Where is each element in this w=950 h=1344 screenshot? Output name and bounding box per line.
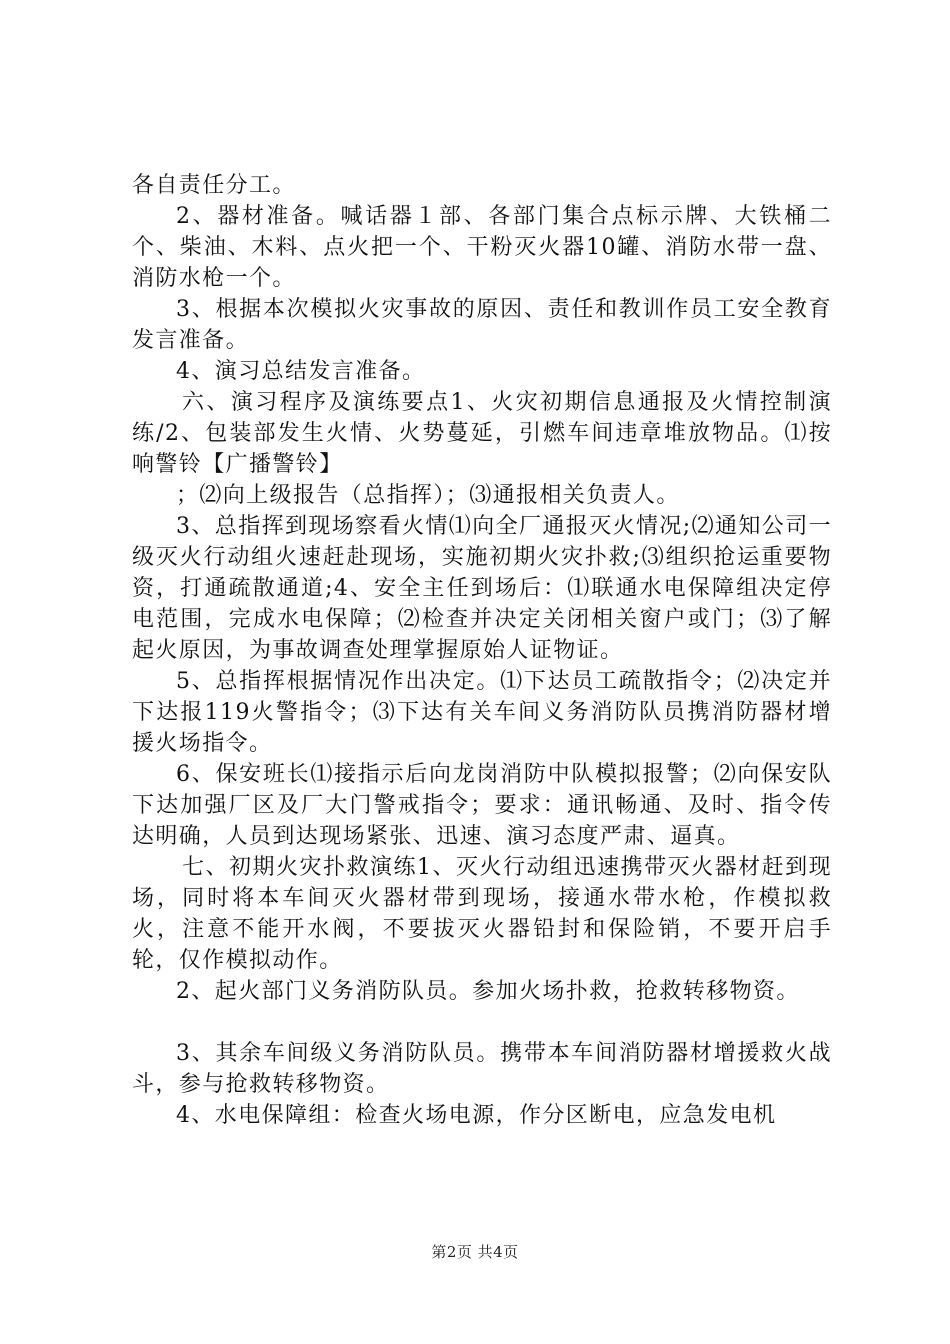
paragraph-security-captain: 6、保安班长⑴接指示后向龙岗消防中队模拟报警；⑵向保安队下达加强厂区及厂大门警戒指令；要求：通讯畅通、及时、指令传达明确，人员到达现场紧张、迅速、演习态度严肃、逼真。	[132, 762, 832, 849]
paragraph-other-volunteers: 3、其余车间级义务消防队员。携带本车间消防器材增援救火战斗，参与抢救转移物资。	[132, 1041, 832, 1097]
paragraph-section-seven: 七、初期火灾扑救演练1、灭火行动组迅速携带灭火器材赶到现场，同时将本车间灭火器材带到现场，接通水带水枪，作模拟救火，注意不能开水阀，不要拔灭火器铅封和保险销，不要开启手轮，仅作模拟动作。	[132, 855, 832, 973]
paragraph-safety-speech-prep: 3、根据本次模拟火灾事故的原因、责任和教训作员工安全教育发言准备。	[132, 297, 832, 353]
document-body	[132, 170, 832, 1131]
paragraph-commander-decision: 5、总指挥根据情况作出决定。⑴下达员工疏散指令；⑵决定并下达报119火警指令；⑶下达有关车间义务消防队员携消防器材增援火场指令。	[132, 669, 832, 756]
paragraph-commander-inspection: 3、总指挥到现场察看火情⑴向全厂通报灭火情况;⑵通知公司一级灭火行动组火速赶赴现场，实施初期火灾扑救;⑶组织抢运重要物资，打通疏散通道;4、安全主任到场后：⑴联通水电保障组决定停电范围，完成水电保障；⑵检查并决定关闭相关窗户或门；⑶了解起火原因，为事故调查处理掌握原始人证物证。	[132, 514, 833, 663]
paragraph-report-steps: ；⑵向上级报告（总指挥）；⑶通报相关负责人。	[176, 483, 680, 508]
paragraph-utility-team: 4、水电保障组：检查火场电源，作分区断电，应急发电机	[176, 1103, 777, 1128]
paragraph-responsibility: 各自责任分工。	[132, 173, 296, 198]
paragraph-summary-speech-prep: 4、演习总结发言准备。	[176, 359, 426, 384]
paragraph-section-six: 六、演习程序及演练要点1、火灾初期信息通报及火情控制演练/2、包装部发生火情、火势蔓延，引燃车间违章堆放物品。⑴按响警铃【广播警铃】	[132, 390, 832, 477]
paragraph-equipment-prep: 2、器材准备。喊话器１部、各部门集合点标示牌、大铁桶二个、柴油、木料、点火把一个、干粉灭火器10罐、消防水带一盘、消防水枪一个。	[132, 204, 832, 291]
page-number-footer: 第2页 共4页	[431, 1243, 519, 1261]
paragraph-fire-dept-volunteers: 2、起火部门义务消防队员。参加火场扑救，抢救转移物资。	[176, 979, 800, 1004]
